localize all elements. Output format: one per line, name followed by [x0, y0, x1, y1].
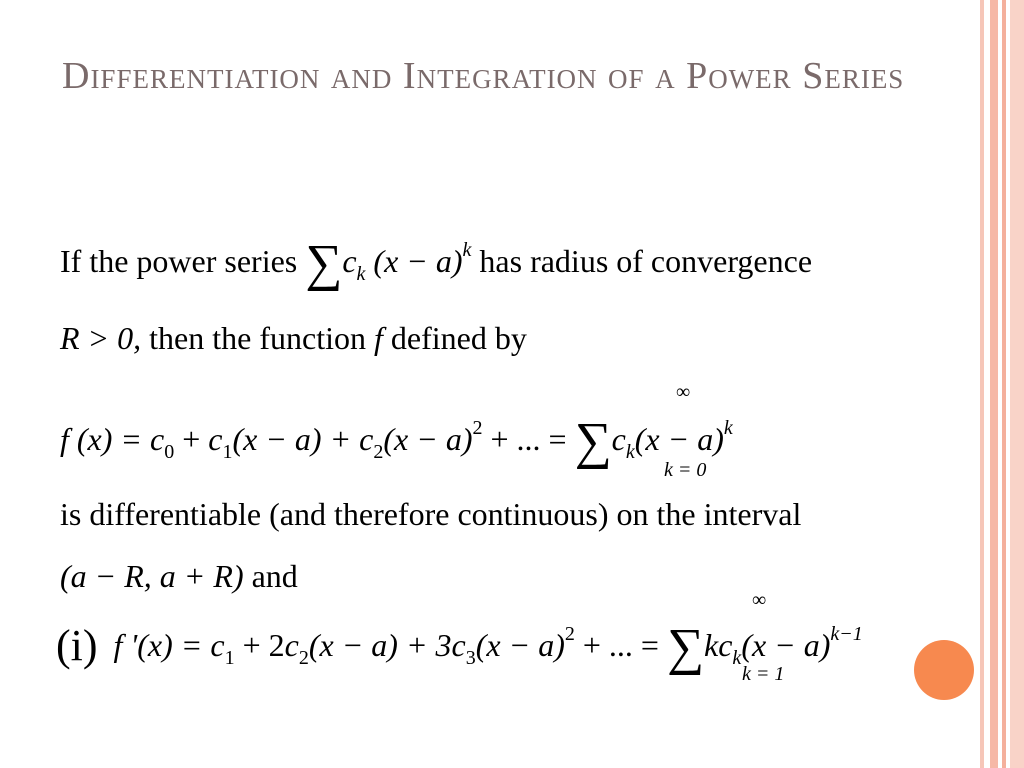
def-term1: (x − a) +: [232, 421, 360, 457]
def-sum-lower: k = 0: [664, 459, 707, 481]
der-sum-lower: k = 1: [742, 663, 785, 685]
condition-text: then the function: [149, 320, 366, 356]
stripe: [980, 0, 984, 768]
der-c3: c: [451, 627, 466, 663]
radius-condition: R > 0,: [60, 320, 142, 356]
der-plus2: + 2: [234, 627, 285, 663]
def-lhs: f (x) =: [60, 421, 150, 457]
and-text: and: [251, 558, 298, 594]
der-ellipsis: + ... =: [574, 627, 667, 663]
slide-title: Differentiation and Integration of a Power Series: [62, 55, 905, 97]
def-ck-sub: k: [625, 441, 635, 463]
def-c2-sub: 2: [373, 441, 384, 463]
der-c3-sub: 3: [465, 647, 476, 669]
def-c1: c: [208, 421, 223, 457]
def-c2: c: [359, 421, 374, 457]
coef-sub: k: [356, 263, 366, 285]
der-term1: (x − a) + 3: [308, 627, 452, 663]
der-kck-sub: k: [732, 647, 742, 669]
der-c2: c: [284, 627, 299, 663]
der-tail: (x − a): [741, 627, 831, 663]
differentiable-line: is differentiable (and therefore continuous) on the interval: [60, 496, 802, 532]
def-ellipsis: + ... =: [482, 421, 575, 457]
intro-text-2: has radius of convergence: [479, 243, 813, 279]
item-label: (i): [56, 621, 98, 670]
condition-text-2: defined by: [390, 320, 527, 356]
der-kck: kc: [704, 627, 733, 663]
der-sigma: ∑: [666, 619, 705, 676]
def-term2: (x − a): [383, 421, 473, 457]
der-square: 2: [564, 623, 575, 645]
stripe: [1010, 0, 1024, 768]
def-c0: c: [150, 421, 165, 457]
def-sum-upper: ∞: [676, 381, 691, 403]
der-c1: c: [210, 627, 225, 663]
def-plus: +: [174, 421, 209, 457]
stripe: [990, 0, 998, 768]
condition-line: [60, 318, 527, 358]
der-c2-sub: 2: [298, 647, 309, 669]
der-lhs: f '(x) =: [113, 627, 211, 663]
interval: (a − R, a + R): [60, 558, 244, 594]
def-c0-sub: 0: [164, 441, 175, 463]
der-tail-exp: k−1: [830, 623, 863, 645]
decorative-stripes: [980, 0, 1024, 768]
def-ck: c: [611, 421, 626, 457]
sigma-symbol: ∑: [305, 235, 343, 292]
def-sigma: ∑: [574, 413, 612, 470]
def-tail-exp: k: [723, 417, 733, 439]
intro-line: [60, 230, 812, 294]
series-exp: k: [462, 239, 472, 261]
decorative-circle: [914, 640, 974, 700]
def-c1-sub: 1: [222, 441, 233, 463]
der-sum-upper: ∞: [752, 589, 767, 611]
coef: c: [342, 243, 357, 279]
der-term2: (x − a): [475, 627, 565, 663]
interval-line: [60, 556, 298, 596]
stripe: [1002, 0, 1006, 768]
series-base: (x − a): [373, 243, 463, 279]
def-tail: (x − a): [634, 421, 724, 457]
definition-equation: [60, 408, 733, 472]
der-c1-sub: 1: [224, 647, 235, 669]
function-name: f: [373, 320, 383, 356]
def-square: 2: [472, 417, 483, 439]
intro-text: If the power series: [60, 243, 298, 279]
